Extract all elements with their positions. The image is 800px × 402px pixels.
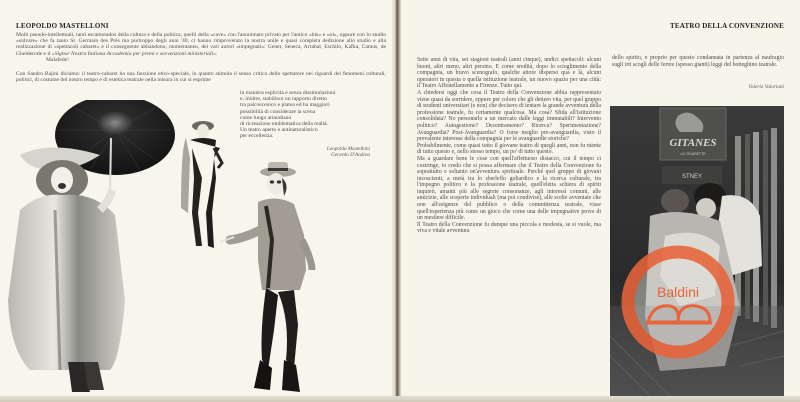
stage-photo bbox=[610, 106, 784, 396]
sign-text: STNEY bbox=[681, 174, 703, 180]
indented-line: come luogo artaudiano bbox=[240, 114, 292, 121]
indented-line: tra palcoscenico e platea ed ha maggiori bbox=[240, 102, 330, 109]
indented-lines bbox=[240, 90, 386, 140]
paragraph: Il Teatro della Convenzione fu dunque una piccola e modesta, se si vuole, ma viva e vitale avventura bbox=[417, 221, 601, 235]
performer-in-jacket-and-boots bbox=[220, 160, 320, 396]
exclamation: Malafede! bbox=[46, 56, 69, 63]
signature-name: Leopoldo Mastelloni bbox=[326, 146, 370, 152]
right-page-heading: TEATRO DELLA CONVENZIONE bbox=[670, 22, 784, 30]
paragraph: A chiedersi oggi che cosa il Teatro della Convenzione abbia rappresentato viene quasi da sorridere, eppure per coloro che gli dettero vita, per quel gruppo di studenti universitari (e non) che decisero di tentare la grande avventura della professione teatrale, fu certamente qualcosa. Ma cosa? Sfida all'istituzione consolidata? No personarlo a un mercato dalle leggi immutabili? Intervento politico? Autogestione? Decentramento? Ricerca? Sperimentazione? Avanguardia? Post-Avanguardia? O forse meglio pre-avanguardia, visto il prevalente interesse della compagnia per le avanguardie storiche? bbox=[417, 89, 601, 143]
indented-line: di ricreazione emblematica della realtà. bbox=[240, 121, 329, 128]
paragraph: Probabilmente, come quasi tutto il giovane teatro di quegli anni, non fu niente di tutto questo e, nello stesso tempo, un po' di tutto questo. bbox=[417, 142, 601, 156]
indented-line: per eccellenza. bbox=[240, 133, 274, 140]
performer-in-dark-costume bbox=[176, 118, 226, 250]
paragraph: Sette anni di vita, sei stagioni teatrali (anni cinque), undici spettacoli: alcuni buoni, altri meno, altri persino. E come eredità, dopo lo scioglimento della compagnia, un bravo scenografo, qualche attore disperso qua e là, alcuni operatori in questa o quella istituzione teatrale, un nuovo spazio per una città: il Teatro Affratellamento a Firenze. Tutto qui. bbox=[417, 57, 601, 90]
left-page bbox=[0, 0, 392, 402]
right-main-column bbox=[417, 57, 601, 235]
performer-with-parasol bbox=[0, 100, 180, 396]
paragraph: Ma a guardare bene le cose con quell'affettuoso distacco, cui il tempo ci costringe, io credo che si possa affermare che il Teatro della Convenzione fu soprattutto e soltanto un'avventura spirituale. Perché quel gruppo di giovani incoscienti, a metà tra lo sberleffo goliardico e la ricerca culturale, tra l'impegno politico e la professione teatrale, quell'eletta schiera di spiriti inquieti, amanti più alle segrete consonanze, agli interessi comuni, alle amicizie, alle scoperte individuali (ma poi condivise), alle scelte avventate che non all'esigenze del pubblico o della committenza teatrale, visse quell'esperienza più come un gioco che come una delle impegnative prove di un mestiere difficile. bbox=[417, 155, 601, 222]
poster-text: GITANES bbox=[669, 137, 717, 149]
indented-line: Un teatro aperto e antinaturalistico bbox=[240, 127, 318, 134]
signature-name: Gerardo D'Andrea bbox=[331, 152, 370, 159]
intro-text: Molti pseudo-intellettuali, tanti escamotados della cultura e della politica, quelli della «cave» con l'anonimato privato per l'antico «bis» e «ol», oppure con lo studio «sulvare» che fa tanto St. Germain des Près ma purtroppo degli anni '40, ci hanno rimproverato la nostra unile e quasi completa dedizione allo studio e alla realizzazione di «spettacoli cabaret» e il conseguente abbandono, momentaneo, dei vari autori «impegnati»: Genet, Seneca, Arrabal, Eschilo, Kafka, Camus, de Ghelderode e il bbox=[16, 32, 386, 57]
indented-line: possibilità di considerare la scena bbox=[240, 108, 316, 115]
right-signature: Valerio Valoriani bbox=[748, 84, 784, 90]
intro-paragraph bbox=[16, 32, 386, 63]
left-signatures bbox=[327, 146, 370, 158]
indented-line: in maniera esplicita e senza dissimulazioni bbox=[240, 90, 336, 96]
watermark-text: Baldini bbox=[656, 284, 700, 300]
baldini-watermark bbox=[618, 244, 748, 364]
indented-line: e, inoltre, stabilisce un rapporto diretto bbox=[240, 96, 327, 103]
second-paragraph: Con Sandro Bajini diciamo: il teatro-cabaret ha una funzione etico-speciale, in quanto stimola il senso critico dello spettatore nei riguardi dei fenomeni culturali, politici, di costume del nostro tempo e di estetica teatrale nella misura in cui si esprime bbox=[16, 71, 386, 84]
poster-subtext: LA CIGARETTE bbox=[680, 152, 706, 156]
page-bottom-edge bbox=[0, 396, 800, 402]
intro-italic: «Signor Nostra Italiana Accademia per premi e sovvenzioni ministeriali». bbox=[51, 50, 218, 57]
left-page-heading: LEOPOLDO MASTELLONI bbox=[16, 22, 109, 30]
right-top-paragraph: dello spirito, e proprio per questo condannata in partenza al naufragio sugli irti scogli delle ferree (spesso gianti) leggi del botteghino teatrale. bbox=[612, 55, 784, 68]
book-gutter bbox=[392, 0, 401, 402]
